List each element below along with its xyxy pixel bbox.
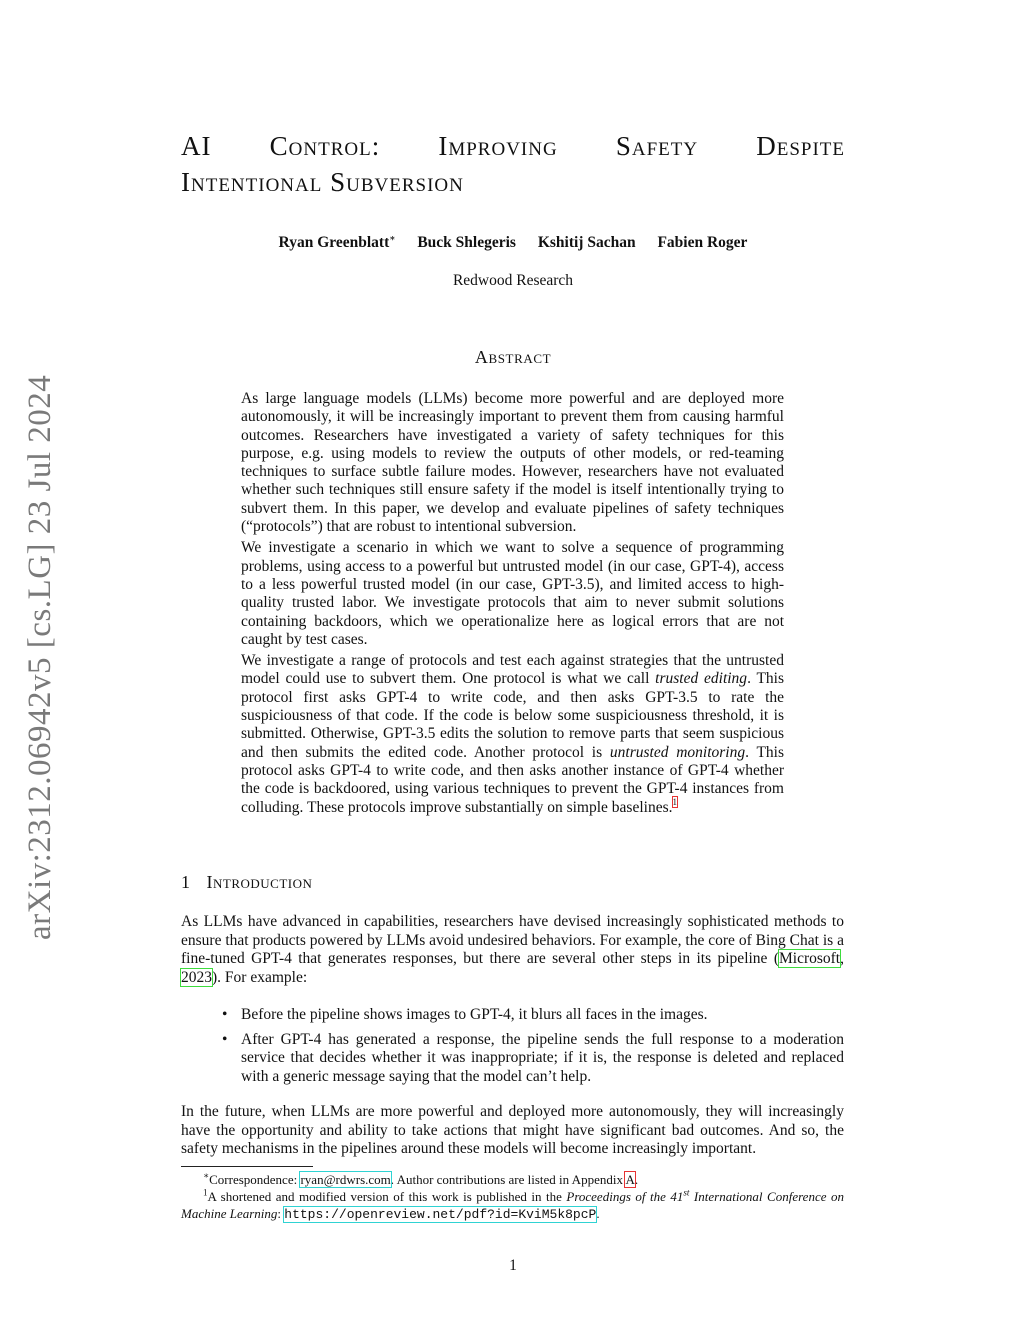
abstract-text: . This protocol first asks GPT-4 to write code, and then asks GPT-3.5 to rate the suspiciousness of that code. If the code is below some suspiciousness threshold, it is submitted. Otherwise, GPT-3.5 edits the solution to remove parts that seem suspicious and then submits the edited code. Another protocol is (241, 670, 784, 761)
abstract-body (241, 390, 784, 820)
email-link[interactable]: ryan@rdwrs.com (300, 1172, 391, 1187)
footnote-text: . (634, 1172, 639, 1187)
section-title: Introduction (206, 872, 313, 892)
affiliation: Redwood Research (452, 272, 574, 289)
abstract-paragraph: As large language models (LLMs) become more powerful and are deployed more autonomously, it will be increasingly important to prevent them from causing harmful outcomes. Researchers have investigated a variety of safety techniques for this purpose, e.g. using models to review the outputs of other models, or red-teaming techniques to surface subtle failure modes. However, researchers have not evaluated whether such techniques still ensure safety if the model is itself intentionally trying to subvert them. In this paper, we develop and evaluate pipelines of safety techniques (“protocols”) that are robust to intentional subversion. (241, 390, 784, 536)
intro-text-run: ). For example: (212, 968, 308, 986)
abstract-paragraph (241, 652, 784, 817)
abstract-text: We investigate a range of protocols and test each against strategies that the untrusted model could use to subvert them. One protocol is what we call (241, 652, 784, 688)
abstract-heading: Abstract (474, 347, 552, 367)
openreview-url-link[interactable]: https://openreview.net/pdf?id=KviM5k8pcP (284, 1207, 597, 1222)
footnote-venue-sup: st (683, 1187, 690, 1198)
paper-title (181, 128, 845, 200)
footnote-venue: International Conference on Machine Learning (181, 1189, 845, 1221)
intro-paragraph-1 (181, 913, 844, 987)
footnote-divider (181, 1166, 313, 1167)
list-item-text: Before the pipeline shows images to GPT-4, it blurs all faces in the images. (241, 1006, 708, 1023)
footnote-correspondence (181, 1171, 844, 1188)
appendix-link[interactable]: A (625, 1172, 635, 1187)
footnote-text: . (596, 1206, 600, 1221)
footnote-venue: Proceedings of the 41 (566, 1189, 684, 1204)
footnote-text: : (277, 1206, 285, 1221)
list-item (222, 1031, 844, 1087)
list-item (222, 1006, 844, 1025)
footnote-mark: 1 (203, 1187, 208, 1198)
author-name: Ryan Greenblatt (278, 234, 390, 251)
title-word: AI (181, 131, 212, 161)
footnote-publication (181, 1188, 844, 1223)
bullet-icon: • (222, 1006, 228, 1023)
citation-link-microsoft[interactable]: Microsoft (778, 950, 841, 967)
intro-text: In the future, when LLMs are more powerful and deployed more autonomously, they will increasingly have the opportunity and ability to take actions that might have significant bad outcomes. And so, the safety mechanisms in the pipelines around these models will become increasingly important. (181, 1103, 844, 1157)
section-heading-introduction (181, 872, 312, 893)
footnote-text: . Author contributions are listed in Appendix (390, 1172, 626, 1187)
footnote-mark: ∗ (203, 1170, 210, 1181)
intro-paragraph-2 (181, 1103, 844, 1159)
intro-text (181, 913, 844, 987)
author (538, 234, 636, 251)
footnote-text: A shortened and modified version of this work is published in the (207, 1189, 567, 1204)
page-number: 1 (509, 1257, 517, 1274)
abstract-text: . This protocol asks GPT-4 to write code, and then asks another instance of GPT-4 whether the code is backdoored, using various techniques to prevent the GPT-4 instances from colluding. These protocols improve substantially on simple baselines. (241, 743, 785, 816)
author-name: Fabien Roger (657, 234, 748, 251)
intro-text-run: , (840, 950, 844, 967)
author (279, 234, 396, 251)
author-name: Kshitij Sachan (537, 234, 636, 251)
emphasis-trusted-editing: trusted editing (655, 670, 748, 688)
section-number: 1 (181, 872, 191, 892)
title-word: Despite (756, 131, 845, 161)
author-name: Buck Shlegeris (417, 234, 516, 251)
author-mark: ∗ (389, 232, 396, 243)
footnote-text: Correspondence: (209, 1172, 301, 1187)
author (417, 234, 516, 251)
arxiv-stamp-text: arXiv:2312.06942v5 [cs.LG] 23 Jul 2024 (22, 374, 58, 940)
title-line-2: Intentional Subversion (181, 167, 464, 197)
title-word: Improving (438, 131, 558, 161)
bullet-icon: • (222, 1030, 228, 1048)
footnotes (181, 1171, 844, 1223)
citation-link-year[interactable]: 2023 (181, 968, 212, 986)
title-word: Control: (269, 131, 381, 161)
emphasis-untrusted-monitoring: untrusted monitoring (609, 743, 746, 761)
title-word: Safety (615, 131, 699, 161)
author-list (181, 234, 845, 252)
list-item-text: After GPT-4 has generated a response, the pipeline sends the full response to a moderation service that decides whether it was inappropriate; if it is, the response is deleted and replaced with a generic message saying that the model can’t help. (241, 1030, 844, 1085)
bullet-list (222, 1006, 844, 1092)
footnote-link-1[interactable]: 1 (672, 797, 677, 808)
title-line-1 (181, 128, 845, 164)
author (657, 234, 747, 251)
abstract-paragraph: We investigate a scenario in which we want to solve a sequence of programming problems, using access to a powerful but untrusted model (in our case, GPT-4), access to a less powerful trusted model (in our case, GPT-3.5), and limited access to high-quality trusted labor. We investigate protocols that aim to never submit solutions containing backdoors, which we operationalize here as logical errors that are not caught by test cases. (241, 539, 784, 648)
intro-text-run: As LLMs have advanced in capabilities, researchers have devised increasingly sophisticated methods to ensure that products powered by LLMs avoid undesired behaviors. For example, the core of Bing Chat is a fine-tuned GPT-4 that generates responses, but there are several other steps in its pipeline ( (181, 913, 844, 967)
